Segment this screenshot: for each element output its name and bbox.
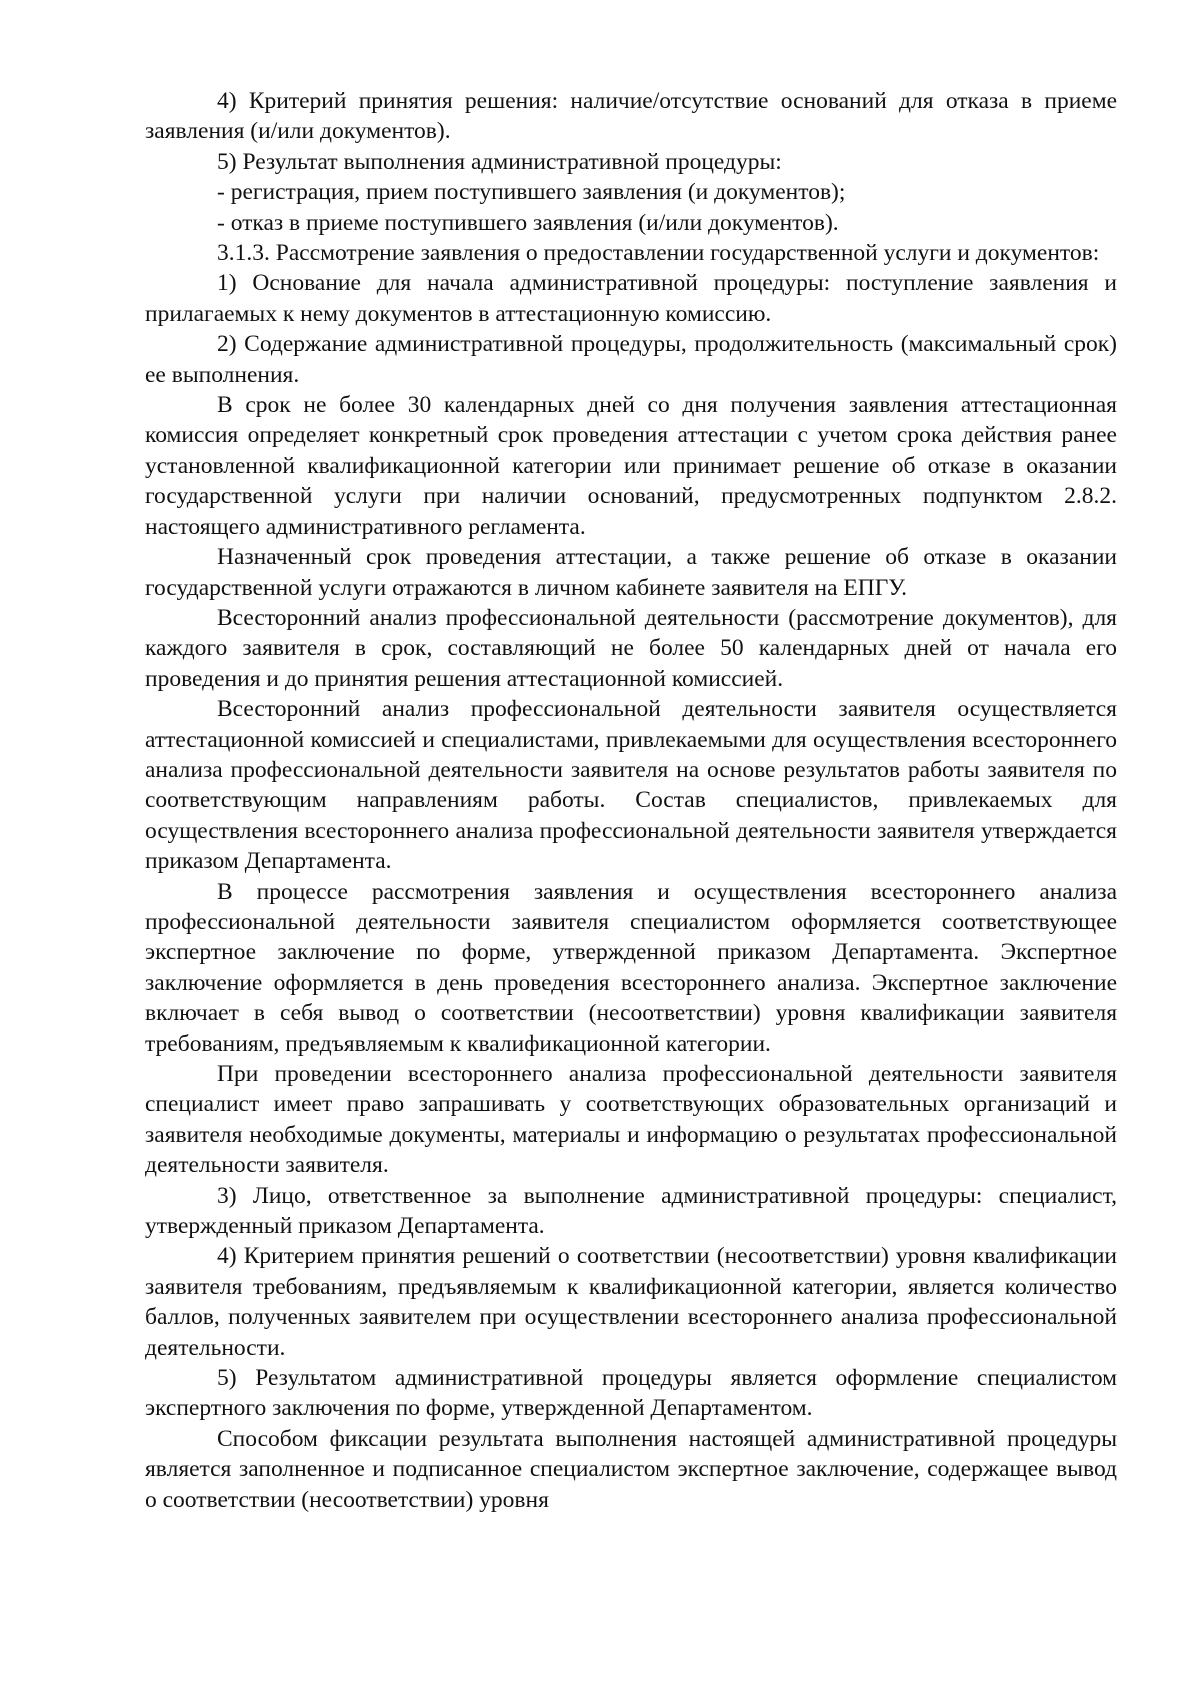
- paragraph-result-heading: 5) Результат выполнения административной процедуры:: [217, 148, 782, 175]
- section-heading-3-1-3: 3.1.3. Рассмотрение заявления о предоставлении государственной услуги и документов:: [217, 240, 1100, 267]
- list-item-refusal: - отказ в приеме поступившего заявления (и/или документов).: [217, 209, 839, 236]
- paragraph-expert-conclusion: В процессе рассмотрения заявления и осуществления всестороннего анализа профессиональной деятельности заявителя специалистом оформляется соответствующее экспертное заключение по форме, утвержденной приказом Департамента. Экспертное заключение оформляется в день проведения всестороннего анализа. Экспертное заключение включает в себя вывод о соответствии (несоответствии) уровня квалификации заявителя требованиям, предъявляемым к квалификационной категории.: [145, 878, 1117, 1057]
- paragraph-specialist-rights: При проведении всестороннего анализа профессиональной деятельности заявителя специалист имеет право запрашивать у соответствующих образовательных организаций и заявителя необходимые документы, материалы и информацию о результатах профессиональной деятельности заявителя.: [145, 1061, 1117, 1179]
- paragraph-assigned-term: Назначенный срок проведения аттестации, а также решение об отказе в оказании государственной услуги отражаются в личном кабинете заявителя на ЕПГУ.: [145, 544, 1117, 601]
- paragraph-responsible-person: 3) Лицо, ответственное за выполнение административной процедуры: специалист, утвержденный приказом Департамента.: [145, 1182, 1117, 1240]
- paragraph-criterion-decision: 4) Критерий принятия решения: наличие/отсутствие оснований для отказа в приеме заявления (и/или документов).: [145, 88, 1117, 145]
- paragraph-content-duration: 2) Содержание административной процедуры, продолжительность (максимальный срок) ее выполнения.: [145, 331, 1117, 388]
- document-page: [145, 86, 1117, 1515]
- paragraph-procedure-result: 5) Результатом административной процедуры является оформление специалистом экспертного заключения по форме, утвержденной Департаментом.: [145, 1365, 1117, 1422]
- paragraph-fixation-method: Способом фиксации результата выполнения настоящей административной процедуры является заполненное и подписанное специалистом экспертное заключение, содержащее вывод о соответствии (несоответствии) уровня: [145, 1425, 1117, 1513]
- paragraph-basis: 1) Основание для начала административной процедуры: поступление заявления и прилагаемых к нему документов в аттестационную комиссию.: [145, 270, 1117, 327]
- paragraph-analysis-specialists: Всесторонний анализ профессиональной деятельности заявителя осуществляется аттестационной комиссией и специалистами, привлекаемыми для осуществления всестороннего анализа профессиональной деятельности заявителя на основе результатов работы заявителя по соответствующим направлениям работы. Состав специалистов, привлекаемых для осуществления всестороннего анализа профессиональной деятельности заявителя утверждается приказом Департамента.: [145, 696, 1117, 875]
- paragraph-analysis-term: Всесторонний анализ профессиональной деятельности (рассмотрение документов), для каждого заявителя в срок, составляющий не более 50 календарных дней от начала его проведения и до принятия решения аттестационной комиссией.: [145, 604, 1117, 692]
- paragraph-decision-criterion: 4) Критерием принятия решений о соответствии (несоответствии) уровня квалификации заявителя требованиям, предъявляемым к квалификационной категории, является количество баллов, полученных заявителем при осуществлении всестороннего анализа профессиональной деятельности.: [145, 1243, 1117, 1361]
- list-item-registration: - регистрация, прием поступившего заявления (и документов);: [217, 179, 846, 206]
- paragraph-30-days: В срок не более 30 календарных дней со дня получения заявления аттестационная комиссия определяет конкретный срок проведения аттестации с учетом срока действия ранее установленной квалификационной категории или принимает решение об отказе в оказании государственной услуги при наличии оснований, предусмотренных подпунктом 2.8.2. настоящего административного регламента.: [145, 392, 1117, 540]
